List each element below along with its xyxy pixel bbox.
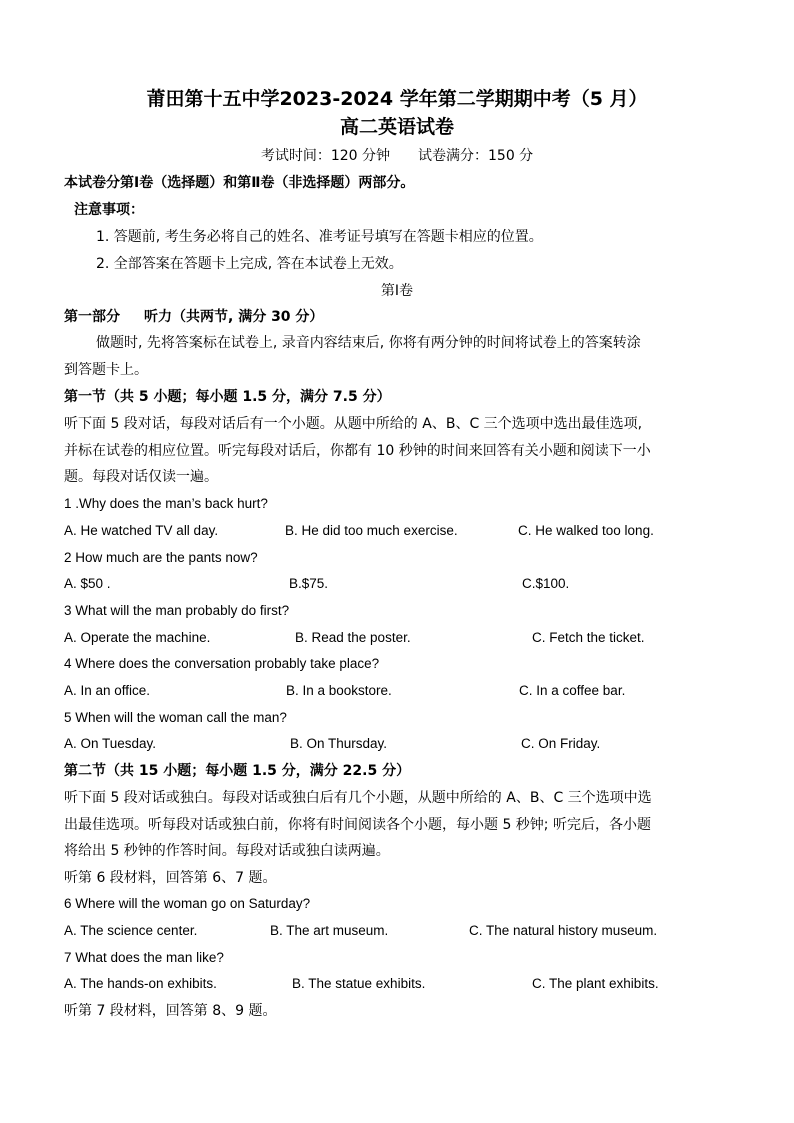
- volume-label: 第Ⅰ卷: [380, 283, 414, 299]
- section1-instruction-line1: 听下面 5 段对话，每段对话后有一个小题。从题中所给的 A、B、C 三个选项中选出最佳选项,: [64, 416, 643, 432]
- q5-option-a: A. On Tuesday.: [64, 736, 157, 751]
- part1-instruction-line1: 做题时, 先将答案标在试卷上, 录音内容结束后, 你将有两分钟的时间将试卷上的答案转涂: [96, 335, 641, 351]
- q6-option-a: A. The science center.: [64, 923, 198, 938]
- q7-option-c: C. The plant exhibits.: [532, 976, 659, 991]
- section2-instruction-line1: 听下面 5 段对话或独白。每段对话或独白后有几个小题，从题中所给的 A、B、C 三个选项中选: [64, 790, 652, 806]
- q1-option-a: A. He watched TV all day.: [64, 523, 219, 538]
- q3-option-a: A. Operate the machine.: [64, 630, 211, 645]
- part1-heading: [64, 307, 323, 327]
- part1-heading-desc: 听力（共两节, 满分 30 分）: [144, 309, 324, 325]
- q6-option-b: B. The art museum.: [270, 923, 389, 938]
- q5-option-c: C. On Friday.: [521, 736, 601, 751]
- q3-option-c: C. Fetch the ticket.: [532, 630, 645, 645]
- part1-instruction-line2: 到答题卡上。: [64, 362, 148, 378]
- paper-composition: 本试卷分第Ⅰ卷（选择题）和第Ⅱ卷（非选择题）两部分。: [64, 175, 415, 191]
- material-6-note: 听第 6 段材料，回答第 6、7 题。: [64, 870, 277, 886]
- notice-item-1: 1. 答题前, 考生务必将自己的姓名、准考证号填写在答题卡相应的位置。: [96, 229, 543, 245]
- q7-option-b: B. The statue exhibits.: [292, 976, 426, 991]
- q4-option-b: B. In a bookstore.: [286, 683, 392, 698]
- question-3: 3 What will the man probably do first?: [64, 603, 290, 618]
- part1-heading-part: 第一部分: [64, 309, 120, 325]
- q5-option-b: B. On Thursday.: [290, 736, 388, 751]
- material-7-note: 听第 7 段材料，回答第 8、9 题。: [64, 1003, 277, 1019]
- exam-title: 莆田第十五中学2023-2024 学年第二学期期中考（5 月）: [146, 88, 648, 110]
- question-5: 5 When will the woman call the man?: [64, 710, 287, 725]
- q4-option-a: A. In an office.: [64, 683, 151, 698]
- q4-option-c: C. In a coffee bar.: [519, 683, 626, 698]
- section2-heading: 第二节（共 15 小题；每小题 1.5 分，满分 22.5 分）: [64, 763, 411, 779]
- question-1: 1 .Why does the man’s back hurt?: [64, 496, 268, 511]
- question-6: 6 Where will the woman go on Saturday?: [64, 896, 311, 911]
- question-4: 4 Where does the conversation probably take place?: [64, 656, 380, 671]
- notice-item-2: 2. 全部答案在答题卡上完成, 答在本试卷上无效。: [96, 256, 403, 272]
- section1-instruction-line2: 并标在试卷的相应位置。听完每段对话后，你都有 10 秒钟的时间来回答有关小题和阅读下一小: [64, 443, 651, 459]
- exam-info: 考试时间：120 分钟 试卷满分：150 分: [260, 148, 534, 164]
- q2-option-c: C.$100.: [522, 576, 570, 591]
- q6-option-c: C. The natural history museum.: [469, 923, 658, 938]
- q3-option-b: B. Read the poster.: [295, 630, 411, 645]
- q1-option-c: C. He walked too long.: [518, 523, 654, 538]
- section2-instruction-line2: 出最佳选项。听每段对话或独白前，你将有时间阅读各个小题，每小题 5 秒钟; 听完后，各小题: [64, 817, 651, 833]
- question-7: 7 What does the man like?: [64, 950, 224, 965]
- q2-option-a: A. $50 .: [64, 576, 111, 591]
- q1-option-b: B. He did too much exercise.: [285, 523, 458, 538]
- section1-instruction-line3: 题。每段对话仅读一遍。: [64, 469, 218, 485]
- section2-instruction-line3: 将给出 5 秒钟的作答时间。每段对话或独白读两遍。: [64, 843, 390, 859]
- q7-option-a: A. The hands-on exhibits.: [64, 976, 217, 991]
- notice-title: 注意事项：: [74, 202, 144, 218]
- question-2: 2 How much are the pants now?: [64, 550, 258, 565]
- exam-subtitle: 高二英语试卷: [339, 116, 454, 138]
- q2-option-b: B.$75.: [289, 576, 329, 591]
- section1-heading: 第一节（共 5 小题；每小题 1.5 分，满分 7.5 分）: [64, 389, 391, 405]
